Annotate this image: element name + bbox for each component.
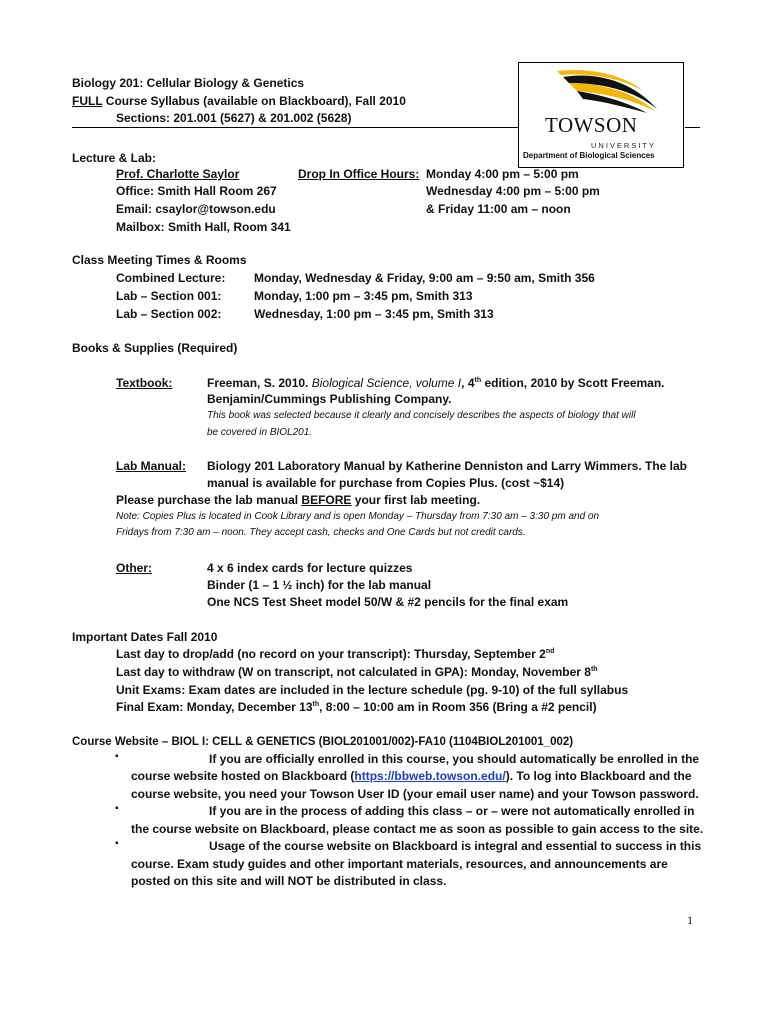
tiger-stripe-icon bbox=[539, 69, 675, 113]
bullet-3: ▪ bbox=[115, 838, 119, 849]
website-b3-line-2: course. Exam study guides and other important materials, resources, and announcements are bbox=[131, 857, 668, 871]
meeting-value-lecture: Monday, Wednesday & Friday, 9:00 am – 9:50 am, Smith 356 bbox=[254, 271, 595, 285]
towson-logo bbox=[518, 62, 684, 168]
textbook-title: Biological Science, volume I bbox=[311, 376, 462, 390]
meeting-label-lab002: Lab – Section 002: bbox=[116, 307, 222, 321]
date-final-exam bbox=[116, 699, 597, 716]
syllabus-rest: Course Syllabus (available on Blackboard), Fall 2010 bbox=[102, 94, 406, 108]
date-final-pre: Final Exam: Monday, December 13 bbox=[116, 700, 313, 714]
instructor-mailbox: Mailbox: Smith Hall, Room 341 bbox=[116, 220, 291, 234]
instructor-office: Office: Smith Hall Room 267 bbox=[116, 184, 277, 198]
other-item-2: Binder (1 – 1 ½ inch) for the lab manual bbox=[207, 578, 432, 592]
meeting-label-lab001: Lab – Section 001: bbox=[116, 289, 222, 303]
website-b2-line-2: the course website on Blackboard, please contact me as soon as possible to gain access to the site. bbox=[131, 822, 704, 836]
purchase-before: BEFORE bbox=[301, 493, 352, 507]
page-number: 1 bbox=[687, 913, 693, 927]
blackboard-link[interactable]: https://bbweb.towson.edu/ bbox=[354, 769, 506, 783]
header-divider-right bbox=[685, 127, 700, 128]
other-item-1: 4 x 6 index cards for lecture quizzes bbox=[207, 561, 413, 575]
textbook-note-2: be covered in BIOL201. bbox=[207, 427, 313, 438]
copies-note-1: Note: Copies Plus is located in Cook Library and is open Monday – Thursday from 7:30 am – 3:30 pm and on bbox=[116, 511, 600, 522]
logo-university: UNIVERSITY bbox=[591, 141, 657, 150]
website-b1-line-3: course website, you need your Towson User ID (your email user name) and your Towson password. bbox=[131, 787, 699, 801]
date-withdraw-sup: th bbox=[590, 666, 598, 673]
meeting-label-lecture: Combined Lecture: bbox=[116, 271, 226, 285]
books-heading: Books & Supplies (Required) bbox=[72, 341, 238, 355]
textbook-edition-rest: edition, 2010 by Scott Freeman. bbox=[481, 376, 665, 390]
logo-name: TOWSON bbox=[545, 113, 638, 137]
lab-manual-line-2: manual is available for purchase from Copies Plus. (cost ~$14) bbox=[207, 476, 565, 490]
lab-manual-line-1: Biology 201 Laboratory Manual by Katherine Denniston and Larry Wimmers. The lab bbox=[207, 459, 687, 473]
textbook-citation bbox=[207, 375, 665, 392]
textbook-note-1: This book was selected because it clearly and concisely describes the aspects of biology that will bbox=[207, 410, 636, 421]
meeting-value-lab001: Monday, 1:00 pm – 3:45 pm, Smith 313 bbox=[254, 289, 473, 303]
full-label: FULL bbox=[72, 94, 103, 108]
bullet-1: ▪ bbox=[115, 751, 119, 762]
date-drop-sup: nd bbox=[545, 648, 555, 655]
instructor-email: Email: csaylor@towson.edu bbox=[116, 202, 276, 216]
logo-department: Department of Biological Sciences bbox=[523, 151, 655, 160]
date-withdraw-text: Last day to withdraw (W on transcript, not calculated in GPA): Monday, November 8 bbox=[116, 665, 591, 679]
office-hours-label: Drop In Office Hours: bbox=[298, 167, 420, 181]
date-unit-exams: Unit Exams: Exam dates are included in the lecture schedule (pg. 9-10) of the full syllabus bbox=[116, 683, 629, 697]
meeting-value-lab002: Wednesday, 1:00 pm – 3:45 pm, Smith 313 bbox=[254, 307, 494, 321]
textbook-publisher: Benjamin/Cummings Publishing Company. bbox=[207, 392, 452, 406]
date-withdraw bbox=[116, 664, 598, 681]
date-final-post: , 8:00 – 10:00 am in Room 356 (Bring a #2 pencil) bbox=[319, 700, 597, 714]
textbook-label: Textbook: bbox=[116, 376, 173, 390]
website-b3-line-1: Usage of the course website on Blackboard is integral and essential to success in this bbox=[209, 839, 702, 853]
copies-note-2: Fridays from 7:30 am – noon. They accept cash, checks and One Cards but not credit cards. bbox=[116, 527, 526, 538]
website-b1-line-2 bbox=[131, 768, 692, 785]
textbook-edition: , 4 bbox=[461, 376, 475, 390]
purchase-post: your first lab meeting. bbox=[351, 493, 481, 507]
website-b1-post: ). To log into Blackboard and the bbox=[505, 769, 692, 783]
meetings-heading: Class Meeting Times & Rooms bbox=[72, 253, 247, 267]
date-final-sup: th bbox=[312, 701, 320, 708]
purchase-notice bbox=[116, 492, 480, 509]
office-hours-mon: Monday 4:00 pm – 5:00 pm bbox=[426, 167, 579, 181]
syllabus-line bbox=[72, 93, 406, 110]
other-label: Other: bbox=[116, 561, 152, 575]
purchase-pre: Please purchase the lab manual bbox=[116, 493, 302, 507]
sections-line: Sections: 201.001 (5627) & 201.002 (5628) bbox=[116, 111, 352, 125]
website-b2-line-1: If you are in the process of adding this class – or – were not automatically enrolled in bbox=[209, 804, 695, 818]
instructor-name: Prof. Charlotte Saylor bbox=[116, 167, 240, 181]
website-b3-line-3: posted on this site and will NOT be distributed in class. bbox=[131, 874, 447, 888]
header-divider bbox=[72, 127, 520, 128]
office-hours-fri: & Friday 11:00 am – noon bbox=[426, 202, 571, 216]
website-heading: Course Website – BIOL I: CELL & GENETICS (BIOL201001/002)-FA10 (1104BIOL201001_002) bbox=[72, 736, 574, 748]
lecture-lab-heading: Lecture & Lab: bbox=[72, 151, 157, 165]
dates-heading: Important Dates Fall 2010 bbox=[72, 630, 218, 644]
date-drop bbox=[116, 646, 554, 663]
bullet-2: ▪ bbox=[115, 803, 119, 814]
website-b1-pre: course website hosted on Blackboard ( bbox=[131, 769, 355, 783]
office-hours-wed: Wednesday 4:00 pm – 5:00 pm bbox=[426, 184, 600, 198]
date-drop-text: Last day to drop/add (no record on your transcript): Thursday, September 2 bbox=[116, 647, 546, 661]
lab-manual-label: Lab Manual: bbox=[116, 459, 187, 473]
course-title: Biology 201: Cellular Biology & Genetics bbox=[72, 76, 305, 90]
textbook-edition-sup: th bbox=[474, 377, 482, 384]
website-b1-line-1: If you are officially enrolled in this course, you should automatically be enrolled in the bbox=[209, 752, 700, 766]
textbook-author: Freeman, S. 2010. bbox=[207, 376, 312, 390]
other-item-3: One NCS Test Sheet model 50/W & #2 pencils for the final exam bbox=[207, 595, 569, 609]
